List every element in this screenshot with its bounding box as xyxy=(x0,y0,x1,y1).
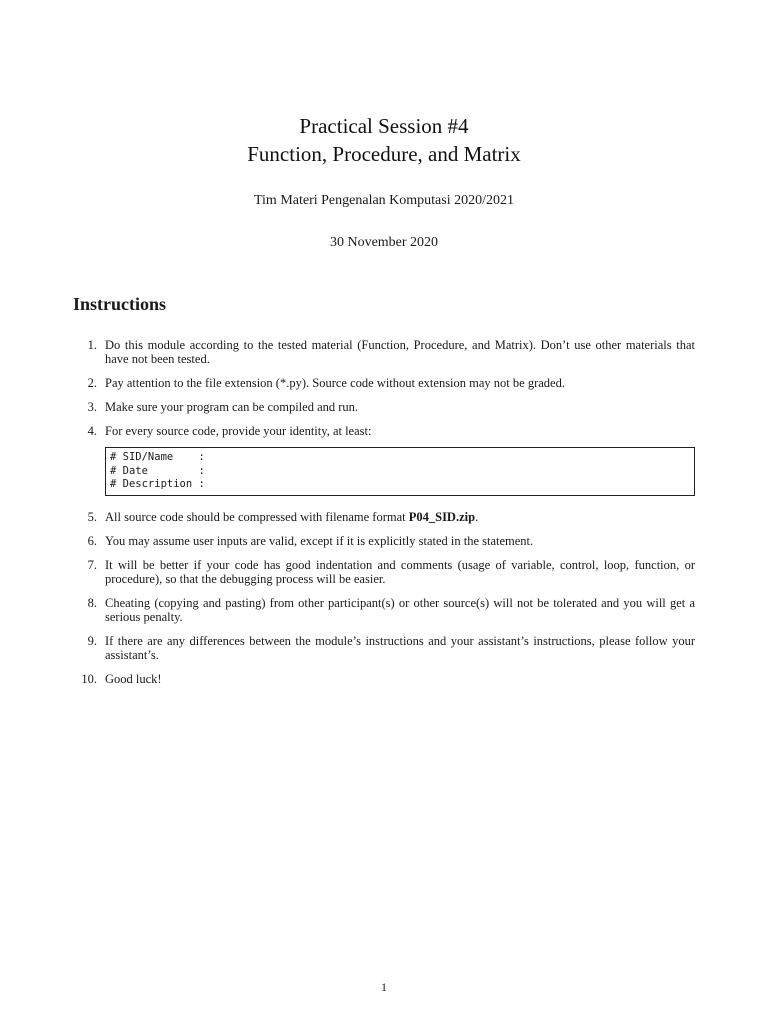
list-item-text: Do this module according to the tested material (Function, Procedure, and Matrix). Don’t use other materials that have not been tested. xyxy=(105,338,695,366)
list-item xyxy=(73,424,695,438)
list-item xyxy=(73,338,695,366)
list-item-text: It will be better if your code has good indentation and comments (usage of variable, control, loop, function, or procedure), so that the debugging process will be easier. xyxy=(105,558,695,586)
code-block-wrapper xyxy=(73,447,695,496)
list-item xyxy=(73,558,695,586)
list-item xyxy=(73,596,695,624)
page-number: 1 xyxy=(381,980,387,994)
list-item-number: 5. xyxy=(87,510,97,524)
list-item xyxy=(73,534,695,548)
document-date: 30 November 2020 xyxy=(329,235,439,250)
code-line-sid: # SID/Name : xyxy=(110,451,205,463)
list-item xyxy=(73,376,695,390)
list-item-number: 7. xyxy=(87,558,97,572)
list-item xyxy=(73,634,695,662)
list-item-number: 6. xyxy=(87,534,97,548)
list-item-number: 1. xyxy=(87,338,97,352)
list-item-text: Cheating (copying and pasting) from other participant(s) or other source(s) will not be tolerated and you will get a serious penalty. xyxy=(105,596,695,624)
document-title xyxy=(0,112,768,168)
list-item-number: 3. xyxy=(87,400,97,414)
list-item-number: 2. xyxy=(87,376,97,390)
instructions-list xyxy=(73,338,695,696)
document-author: Tim Materi Pengenalan Komputasi 2020/2021 xyxy=(253,193,515,208)
title-line-1: Practical Session #4 xyxy=(299,114,469,138)
list-item-number: 10. xyxy=(81,672,97,686)
title-line-2: Function, Procedure, and Matrix xyxy=(247,142,521,166)
code-line-date: # Date : xyxy=(110,464,205,477)
list-item-number: 8. xyxy=(87,596,97,610)
list-item-text: If there are any differences between the module’s instructions and your assistant’s instructions, please follow your assistant’s. xyxy=(105,634,695,662)
identity-code-block xyxy=(105,447,695,496)
list-item-text: Good luck! xyxy=(105,672,162,686)
list-item-text: Make sure your program can be compiled and run. xyxy=(105,400,359,414)
code-line-description: # Description : xyxy=(110,478,205,490)
list-item-number: 9. xyxy=(87,634,97,648)
list-item-text-before: All source code should be compressed with filename format xyxy=(105,510,409,524)
list-item xyxy=(73,400,695,414)
section-heading-instructions: Instructions xyxy=(73,294,167,314)
list-item xyxy=(73,672,695,686)
list-item xyxy=(73,510,695,524)
list-item-text: For every source code, provide your identity, at least: xyxy=(105,424,372,438)
list-item-text: You may assume user inputs are valid, except if it is explicitly stated in the statement. xyxy=(105,534,534,548)
filename-format: P04_SID.zip xyxy=(408,510,476,524)
list-item-text: Pay attention to the file extension (*.py). Source code without extension may not be graded. xyxy=(105,376,565,390)
list-item-text-after: . xyxy=(475,510,479,524)
list-item-text xyxy=(105,510,478,524)
list-item-number: 4. xyxy=(87,424,97,438)
